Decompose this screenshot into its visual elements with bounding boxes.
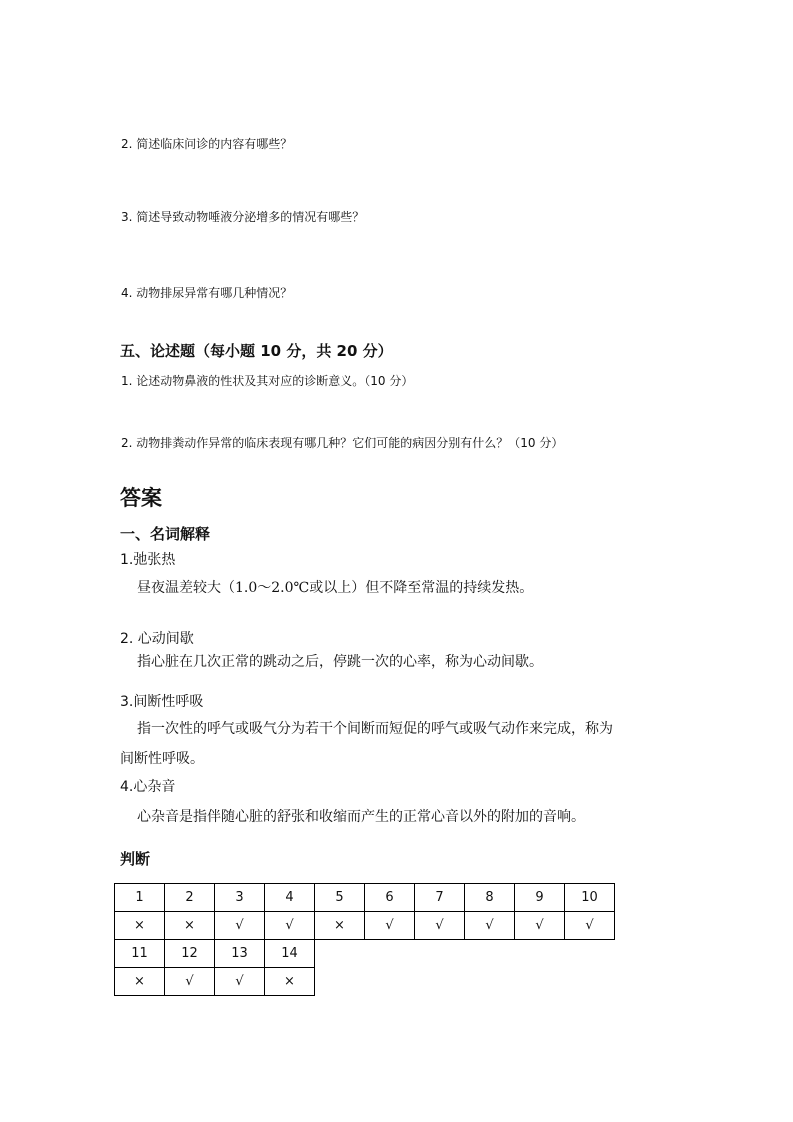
empty-cell (565, 940, 615, 968)
definition-3-line1: 指一次性的呼气或吸气分为若干个间断而短促的呼气或吸气动作来完成，称为 (137, 721, 613, 737)
essay-question-1: 1. 论述动物鼻液的性状及其对应的诊断意义。（10 分） (121, 374, 414, 388)
judge-table (114, 883, 615, 996)
empty-cell (365, 940, 415, 968)
definition-3-line2: 间断性呼吸。 (120, 751, 204, 767)
judge-mark-cell: √ (215, 912, 265, 940)
judge-number-cell: 12 (165, 940, 215, 968)
judge-mark-cell: √ (265, 912, 315, 940)
judge-mark-cell: × (315, 912, 365, 940)
essay-question-2: 2. 动物排粪动作异常的临床表现有哪几种？它们可能的病因分别有什么？（10 分） (121, 436, 564, 450)
judge-number-cell: 5 (315, 884, 365, 912)
judge-number-cell: 2 (165, 884, 215, 912)
judge-number-cell: 3 (215, 884, 265, 912)
empty-cell (565, 968, 615, 996)
question-2: 2. 简述临床问诊的内容有哪些？ (121, 137, 293, 151)
term-4: 4.心杂音 (120, 779, 176, 795)
judge-mark-cell: √ (515, 912, 565, 940)
judge-mark-cell: √ (215, 968, 265, 996)
judge-mark-cell: √ (565, 912, 615, 940)
judge-mark-cell: × (115, 912, 165, 940)
definition-4: 心杂音是指伴随心脏的舒张和收缩而产生的正常心音以外的附加的音响。 (137, 809, 585, 825)
judge-mark-cell: × (165, 912, 215, 940)
judge-mark-cell: √ (365, 912, 415, 940)
term-1: 1.弛张热 (120, 552, 176, 568)
empty-cell (465, 968, 515, 996)
term-2: 2. 心动间歇 (120, 631, 194, 647)
judge-number-cell: 4 (265, 884, 315, 912)
empty-cell (415, 968, 465, 996)
term-3: 3.间断性呼吸 (120, 694, 204, 710)
judge-mark-cell: √ (165, 968, 215, 996)
judge-number-cell: 10 (565, 884, 615, 912)
judge-mark-cell: √ (465, 912, 515, 940)
answers-title: 答案 (120, 486, 162, 510)
judge-mark-cell: × (265, 968, 315, 996)
judge-row-marks-2 (115, 968, 615, 996)
answers-section1-title: 一、名词解释 (120, 525, 211, 543)
definition-1: 昼夜温差较大（1.0～2.0℃或以上）但不降至常温的持续发热。 (137, 580, 534, 596)
question-3: 3. 简述导致动物唾液分泌增多的情况有哪些？ (121, 210, 365, 224)
empty-cell (315, 968, 365, 996)
judge-number-cell: 7 (415, 884, 465, 912)
judge-row-marks-1 (115, 912, 615, 940)
judge-number-cell: 1 (115, 884, 165, 912)
empty-cell (365, 968, 415, 996)
judge-number-cell: 6 (365, 884, 415, 912)
judge-number-cell: 8 (465, 884, 515, 912)
empty-cell (515, 968, 565, 996)
judge-title: 判断 (120, 850, 151, 868)
judge-number-cell: 9 (515, 884, 565, 912)
definition-2: 指心脏在几次正常的跳动之后，停跳一次的心率，称为心动间歇。 (137, 654, 543, 670)
judge-row-numbers-1 (115, 884, 615, 912)
section5-title: 五、论述题（每小题 10 分，共 20 分） (120, 342, 393, 360)
judge-number-cell: 14 (265, 940, 315, 968)
question-4: 4. 动物排尿异常有哪几种情况？ (121, 286, 293, 300)
judge-mark-cell: × (115, 968, 165, 996)
judge-mark-cell: √ (415, 912, 465, 940)
judge-number-cell: 11 (115, 940, 165, 968)
empty-cell (315, 940, 365, 968)
judge-number-cell: 13 (215, 940, 265, 968)
empty-cell (465, 940, 515, 968)
judge-row-numbers-2 (115, 940, 615, 968)
empty-cell (415, 940, 465, 968)
empty-cell (515, 940, 565, 968)
